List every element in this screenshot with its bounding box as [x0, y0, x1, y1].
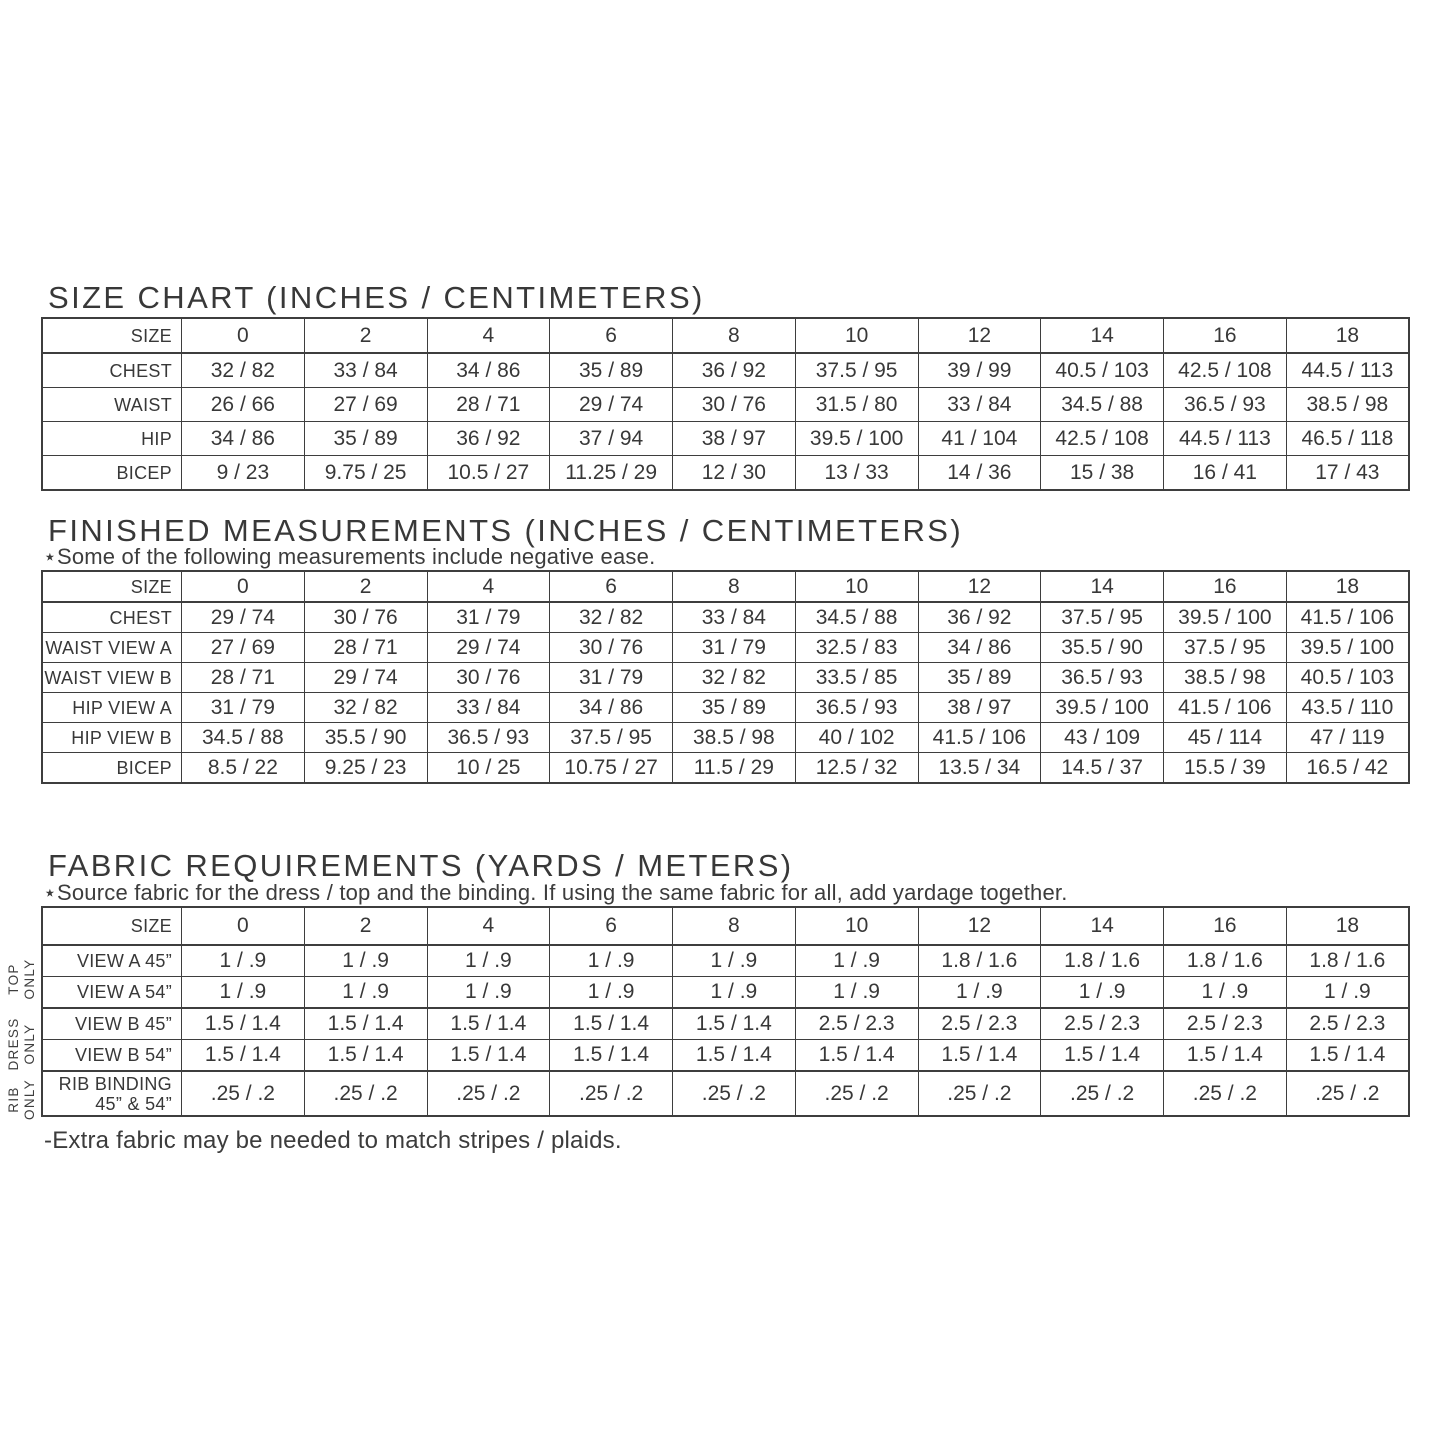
measurement-cell: 40.5 / 103: [1286, 663, 1409, 693]
measurement-cell: .25 / .2: [795, 1071, 918, 1116]
measurement-cell: 32.5 / 83: [795, 633, 918, 663]
size-row-label: SIZE: [42, 318, 182, 353]
measurement-cell: 1 / .9: [304, 977, 427, 1009]
measurement-cell: 9.75 / 25: [304, 456, 427, 491]
size-col-header: 16: [1164, 318, 1287, 353]
measurement-cell: 44.5 / 113: [1286, 353, 1409, 388]
measurement-cell: 31 / 79: [427, 602, 550, 633]
measurement-cell: 36.5 / 93: [795, 693, 918, 723]
size-col-header: 10: [795, 571, 918, 602]
fabric-requirements-section: [6, 906, 1410, 1120]
row-label: HIP VIEW A: [42, 693, 182, 723]
measurement-cell: 2.5 / 2.3: [795, 1008, 918, 1040]
measurement-cell: 1.5 / 1.4: [1041, 1040, 1164, 1072]
measurement-cell: 37.5 / 95: [550, 723, 673, 753]
measurement-cell: 36.5 / 93: [1041, 663, 1164, 693]
measurement-cell: 1 / .9: [1164, 977, 1287, 1009]
size-col-header: 10: [795, 318, 918, 353]
measurement-cell: .25 / .2: [182, 1071, 305, 1116]
measurement-cell: 15.5 / 39: [1164, 753, 1287, 784]
row-label: BICEP: [42, 456, 182, 491]
measurement-cell: .25 / .2: [304, 1071, 427, 1116]
measurement-cell: 27 / 69: [304, 388, 427, 422]
finished-measurements-table: [41, 570, 1410, 784]
fabric-requirements-note: ⋆Source fabric for the dress / top and the binding. If using the same fabric for all, add yardage together.: [43, 880, 1068, 905]
measurement-cell: 28 / 71: [304, 633, 427, 663]
measurement-cell: 41.5 / 106: [1164, 693, 1287, 723]
measurement-cell: 34.5 / 88: [182, 723, 305, 753]
fabric-requirements-table: [41, 906, 1410, 1117]
size-col-header: 16: [1164, 571, 1287, 602]
measurement-cell: 1.8 / 1.6: [918, 945, 1041, 977]
row-label: VIEW A 45”: [42, 945, 182, 977]
measurement-cell: 1.8 / 1.6: [1164, 945, 1287, 977]
measurement-cell: 1 / .9: [427, 977, 550, 1009]
measurement-cell: 35 / 89: [550, 353, 673, 388]
measurement-cell: 11.25 / 29: [550, 456, 673, 491]
measurement-cell: 34.5 / 88: [1041, 388, 1164, 422]
measurement-cell: 43 / 109: [1041, 723, 1164, 753]
measurement-cell: 39.5 / 100: [1041, 693, 1164, 723]
measurement-cell: 9 / 23: [182, 456, 305, 491]
row-label: HIP VIEW B: [42, 723, 182, 753]
size-col-header: 0: [182, 318, 305, 353]
measurement-cell: 36.5 / 93: [1164, 388, 1287, 422]
measurement-cell: 38.5 / 98: [673, 723, 796, 753]
measurement-cell: 1.5 / 1.4: [550, 1040, 673, 1072]
measurement-cell: 33.5 / 85: [795, 663, 918, 693]
measurement-cell: 17 / 43: [1286, 456, 1409, 491]
measurement-cell: 1.5 / 1.4: [673, 1040, 796, 1072]
measurement-cell: 1 / .9: [918, 977, 1041, 1009]
measurement-cell: 1.5 / 1.4: [304, 1008, 427, 1040]
measurement-cell: 40 / 102: [795, 723, 918, 753]
size-col-header: 2: [304, 907, 427, 945]
row-label: WAIST: [42, 388, 182, 422]
measurement-cell: 2.5 / 2.3: [1286, 1008, 1409, 1040]
measurement-cell: 32 / 82: [673, 663, 796, 693]
measurement-cell: 1.5 / 1.4: [1164, 1040, 1287, 1072]
measurement-cell: .25 / .2: [1164, 1071, 1287, 1116]
measurement-cell: 47 / 119: [1286, 723, 1409, 753]
measurement-cell: 45 / 114: [1164, 723, 1287, 753]
measurement-cell: .25 / .2: [550, 1071, 673, 1116]
measurement-cell: 1 / .9: [795, 977, 918, 1009]
measurement-cell: 42.5 / 108: [1164, 353, 1287, 388]
measurement-cell: 46.5 / 118: [1286, 422, 1409, 456]
measurement-cell: 43.5 / 110: [1286, 693, 1409, 723]
measurement-cell: 31 / 79: [182, 693, 305, 723]
size-row-label: SIZE: [42, 907, 182, 945]
measurement-cell: 9.25 / 23: [304, 753, 427, 784]
measurement-cell: 34 / 86: [182, 422, 305, 456]
measurement-cell: 1 / .9: [673, 945, 796, 977]
finished-measurements-title: FINISHED MEASUREMENTS (INCHES / CENTIMETERS): [48, 513, 964, 548]
measurement-cell: 30 / 76: [673, 388, 796, 422]
measurement-cell: 39.5 / 100: [1286, 633, 1409, 663]
measurement-cell: 1 / .9: [182, 977, 305, 1009]
size-col-header: 4: [427, 318, 550, 353]
row-label: VIEW B 45”: [42, 1008, 182, 1040]
measurement-cell: 1 / .9: [1041, 977, 1164, 1009]
measurement-cell: 1.5 / 1.4: [304, 1040, 427, 1072]
measurement-cell: 36 / 92: [427, 422, 550, 456]
measurement-cell: 37 / 94: [550, 422, 673, 456]
size-col-header: 6: [550, 571, 673, 602]
row-label-line: RIB BINDING: [58, 1073, 172, 1094]
row-label: [42, 1071, 182, 1116]
size-col-header: 18: [1286, 318, 1409, 353]
measurement-cell: 27 / 69: [182, 633, 305, 663]
size-chart-table: [41, 317, 1410, 491]
measurement-cell: 34 / 86: [918, 633, 1041, 663]
measurement-cell: 41.5 / 106: [1286, 602, 1409, 633]
measurement-cell: 1 / .9: [673, 977, 796, 1009]
measurement-cell: 1.5 / 1.4: [550, 1008, 673, 1040]
side-label-dress-only: [4, 1012, 40, 1076]
size-col-header: 4: [427, 907, 550, 945]
measurement-cell: 38 / 97: [673, 422, 796, 456]
measurement-cell: 32 / 82: [182, 353, 305, 388]
side-label-line: ONLY: [22, 958, 37, 1000]
measurement-cell: 38 / 97: [918, 693, 1041, 723]
measurement-cell: 37.5 / 95: [795, 353, 918, 388]
measurement-cell: 29 / 74: [182, 602, 305, 633]
measurement-cell: 38.5 / 98: [1164, 663, 1287, 693]
size-col-header: 6: [550, 907, 673, 945]
size-col-header: 14: [1041, 318, 1164, 353]
measurement-cell: .25 / .2: [427, 1071, 550, 1116]
measurement-cell: 10 / 25: [427, 753, 550, 784]
measurement-cell: 39.5 / 100: [1164, 602, 1287, 633]
measurement-cell: 44.5 / 113: [1164, 422, 1287, 456]
row-label: CHEST: [42, 602, 182, 633]
measurement-cell: 34 / 86: [427, 353, 550, 388]
side-label-line: TOP: [6, 963, 21, 995]
size-col-header: 14: [1041, 907, 1164, 945]
measurement-cell: 35 / 89: [673, 693, 796, 723]
measurement-cell: 38.5 / 98: [1286, 388, 1409, 422]
measurement-cell: 2.5 / 2.3: [1164, 1008, 1287, 1040]
measurement-cell: 33 / 84: [304, 353, 427, 388]
row-label: VIEW B 54”: [42, 1040, 182, 1072]
size-col-header: 18: [1286, 571, 1409, 602]
measurement-cell: 1 / .9: [427, 945, 550, 977]
measurement-cell: 1.5 / 1.4: [1286, 1040, 1409, 1072]
measurement-cell: 36 / 92: [918, 602, 1041, 633]
measurement-cell: 16.5 / 42: [1286, 753, 1409, 784]
size-col-header: 18: [1286, 907, 1409, 945]
measurement-cell: 14.5 / 37: [1041, 753, 1164, 784]
measurement-cell: 33 / 84: [673, 602, 796, 633]
measurement-cell: 34.5 / 88: [795, 602, 918, 633]
size-col-header: 2: [304, 571, 427, 602]
measurement-cell: 39.5 / 100: [795, 422, 918, 456]
measurement-cell: 28 / 71: [182, 663, 305, 693]
side-label-line: RIB: [6, 1086, 21, 1113]
measurement-cell: .25 / .2: [1286, 1071, 1409, 1116]
size-chart-title: SIZE CHART (INCHES / CENTIMETERS): [48, 280, 705, 315]
measurement-cell: 1.8 / 1.6: [1286, 945, 1409, 977]
finished-measurements-note: ⋆Some of the following measurements include negative ease.: [43, 544, 656, 569]
size-col-header: 2: [304, 318, 427, 353]
size-col-header: 12: [918, 318, 1041, 353]
measurement-cell: 34 / 86: [550, 693, 673, 723]
measurement-cell: .25 / .2: [673, 1071, 796, 1116]
extra-fabric-footnote: -Extra fabric may be needed to match stripes / plaids.: [44, 1127, 622, 1154]
measurement-cell: 2.5 / 2.3: [1041, 1008, 1164, 1040]
measurement-cell: 15 / 38: [1041, 456, 1164, 491]
measurement-cell: 30 / 76: [427, 663, 550, 693]
size-col-header: 16: [1164, 907, 1287, 945]
measurement-cell: 31 / 79: [673, 633, 796, 663]
measurement-cell: 1.8 / 1.6: [1041, 945, 1164, 977]
row-label: VIEW A 54”: [42, 977, 182, 1009]
size-col-header: 12: [918, 907, 1041, 945]
measurement-cell: 1.5 / 1.4: [182, 1008, 305, 1040]
size-col-header: 8: [673, 571, 796, 602]
measurement-cell: 29 / 74: [304, 663, 427, 693]
measurement-cell: 31.5 / 80: [795, 388, 918, 422]
measurement-cell: 35.5 / 90: [304, 723, 427, 753]
measurement-cell: 31 / 79: [550, 663, 673, 693]
row-label: BICEP: [42, 753, 182, 784]
measurement-cell: 13 / 33: [795, 456, 918, 491]
side-label-top-only: [4, 946, 40, 1012]
size-col-header: 0: [182, 907, 305, 945]
size-col-header: 10: [795, 907, 918, 945]
measurement-cell: 1 / .9: [182, 945, 305, 977]
measurement-cell: 32 / 82: [550, 602, 673, 633]
measurement-cell: 12.5 / 32: [795, 753, 918, 784]
measurement-cell: 29 / 74: [550, 388, 673, 422]
measurement-cell: 41 / 104: [918, 422, 1041, 456]
side-label-rib-only: [4, 1076, 40, 1123]
measurement-cell: 12 / 30: [673, 456, 796, 491]
row-label: HIP: [42, 422, 182, 456]
size-col-header: 8: [673, 907, 796, 945]
measurement-cell: 28 / 71: [427, 388, 550, 422]
measurement-cell: 42.5 / 108: [1041, 422, 1164, 456]
measurement-cell: 26 / 66: [182, 388, 305, 422]
measurement-cell: 1.5 / 1.4: [918, 1040, 1041, 1072]
measurement-cell: 35 / 89: [304, 422, 427, 456]
measurement-cell: 33 / 84: [427, 693, 550, 723]
size-col-header: 0: [182, 571, 305, 602]
measurement-cell: 1.5 / 1.4: [427, 1008, 550, 1040]
size-col-header: 12: [918, 571, 1041, 602]
measurement-cell: 35.5 / 90: [1041, 633, 1164, 663]
measurement-cell: 36 / 92: [673, 353, 796, 388]
size-col-header: 8: [673, 318, 796, 353]
measurement-cell: 1 / .9: [1286, 977, 1409, 1009]
measurement-cell: 36.5 / 93: [427, 723, 550, 753]
measurement-cell: 2.5 / 2.3: [918, 1008, 1041, 1040]
measurement-cell: 41.5 / 106: [918, 723, 1041, 753]
measurement-cell: 29 / 74: [427, 633, 550, 663]
measurement-cell: .25 / .2: [1041, 1071, 1164, 1116]
size-col-header: 6: [550, 318, 673, 353]
measurement-cell: 1.5 / 1.4: [795, 1040, 918, 1072]
measurement-cell: 14 / 36: [918, 456, 1041, 491]
side-label-line: DRESS: [6, 1017, 21, 1071]
measurement-cell: 37.5 / 95: [1041, 602, 1164, 633]
measurement-cell: 1.5 / 1.4: [182, 1040, 305, 1072]
measurement-cell: 1.5 / 1.4: [673, 1008, 796, 1040]
measurement-cell: 39 / 99: [918, 353, 1041, 388]
measurement-cell: 1 / .9: [304, 945, 427, 977]
row-label-line: 45” & 54”: [95, 1093, 172, 1114]
measurement-cell: 13.5 / 34: [918, 753, 1041, 784]
measurement-cell: 30 / 76: [550, 633, 673, 663]
measurement-cell: 8.5 / 22: [182, 753, 305, 784]
measurement-cell: 1 / .9: [550, 977, 673, 1009]
side-label-line: ONLY: [22, 1079, 37, 1120]
measurement-cell: 35 / 89: [918, 663, 1041, 693]
side-label-line: ONLY: [22, 1023, 37, 1065]
size-col-header: 14: [1041, 571, 1164, 602]
measurement-cell: 1.5 / 1.4: [427, 1040, 550, 1072]
size-row-label: SIZE: [42, 571, 182, 602]
measurement-cell: 33 / 84: [918, 388, 1041, 422]
measurement-cell: 11.5 / 29: [673, 753, 796, 784]
measurement-cell: 32 / 82: [304, 693, 427, 723]
measurement-cell: 30 / 76: [304, 602, 427, 633]
measurement-cell: 37.5 / 95: [1164, 633, 1287, 663]
measurement-cell: 1 / .9: [550, 945, 673, 977]
measurement-cell: .25 / .2: [918, 1071, 1041, 1116]
measurement-cell: 40.5 / 103: [1041, 353, 1164, 388]
measurement-cell: 1 / .9: [795, 945, 918, 977]
row-label: WAIST VIEW B: [42, 663, 182, 693]
measurement-cell: 10.5 / 27: [427, 456, 550, 491]
fabric-requirements-title: FABRIC REQUIREMENTS (YARDS / METERS): [48, 848, 794, 883]
size-col-header: 4: [427, 571, 550, 602]
row-label: CHEST: [42, 353, 182, 388]
measurement-cell: 16 / 41: [1164, 456, 1287, 491]
row-label: WAIST VIEW A: [42, 633, 182, 663]
measurement-cell: 10.75 / 27: [550, 753, 673, 784]
